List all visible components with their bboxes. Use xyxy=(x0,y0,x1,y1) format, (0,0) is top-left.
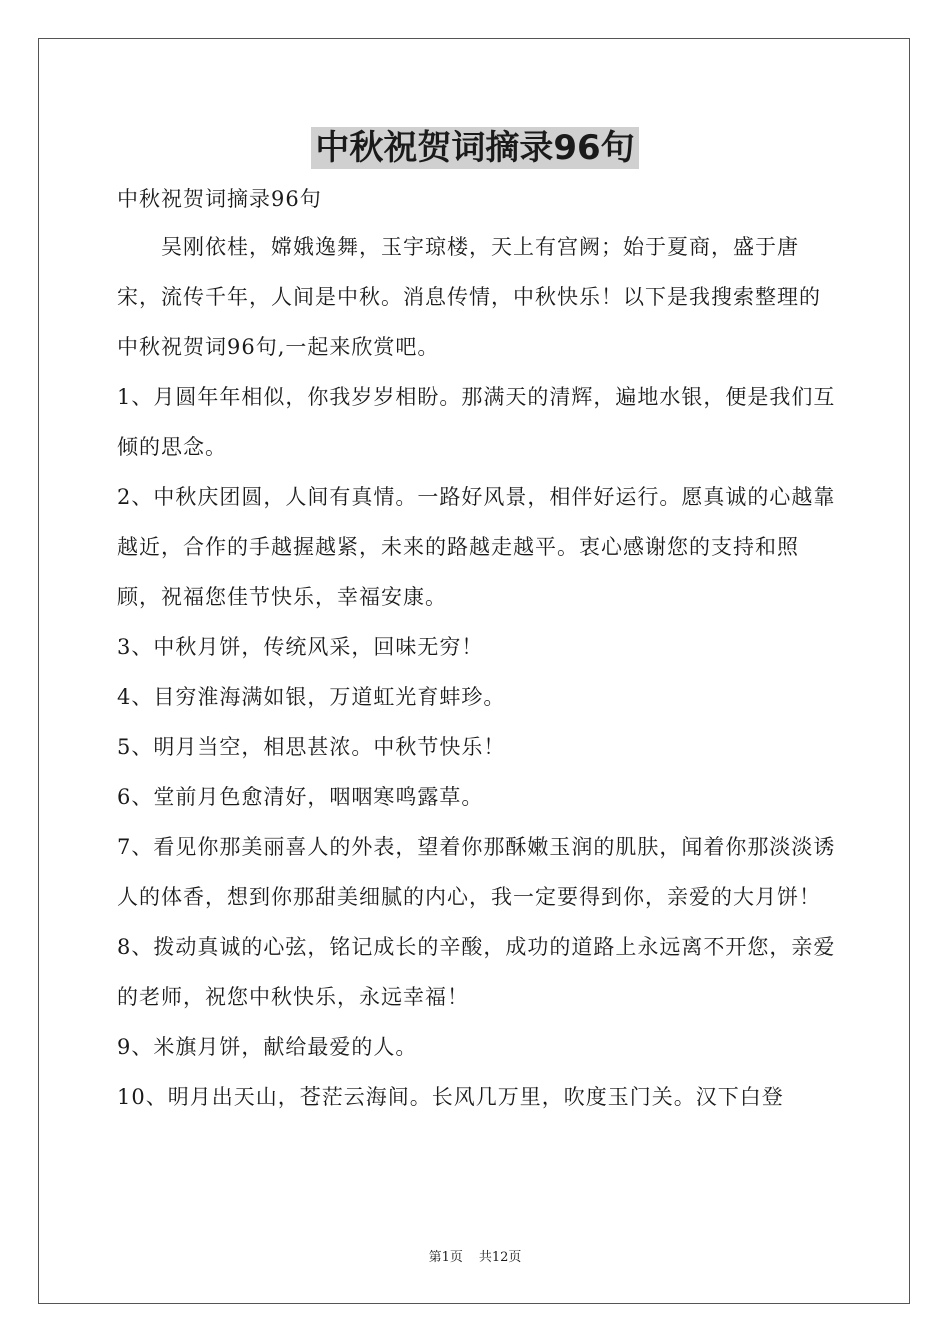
document-body xyxy=(117,176,839,1122)
list-item: 10、明月出天山，苍茫云海间。长风几万里，吹度玉门关。汉下白登 xyxy=(117,1085,784,1109)
list-item: 5、明月当空，相思甚浓。中秋节快乐！ xyxy=(117,735,506,759)
list-item: 3、中秋月饼，传统风采，回味无穷！ xyxy=(117,635,484,659)
page-number: 第1页 xyxy=(428,1250,463,1265)
list-item: 7、看见你那美丽喜人的外表，望着你那酥嫩玉润的肌肤，闻着你那淡淡诱人的体香，想到你那甜美细腻的内心，我一定要得到你，亲爱的大月饼！ xyxy=(117,835,836,909)
intro-paragraph: 吴刚依桂，嫦娥逸舞，玉宇琼楼，天上有宫阙；始于夏商，盛于唐宋，流传千年，人间是中秋。消息传情，中秋快乐！以下是我搜索整理的中秋祝贺词96句,一起来欣赏吧。 xyxy=(117,235,821,359)
list-item: 4、目穷淮海满如银，万道虹光育蚌珍。 xyxy=(117,685,506,709)
page-footer xyxy=(0,1246,950,1265)
list-item: 2、中秋庆团圆，人间有真情。一路好风景，相伴好运行。愿真诚的心越靠越近，合作的手越握越紧，未来的路越走越平。衷心感谢您的支持和照顾，祝福您佳节快乐，幸福安康。 xyxy=(117,485,836,609)
list-item: 9、米旗月饼，献给最爱的人。 xyxy=(117,1035,418,1059)
page-total: 共12页 xyxy=(478,1250,522,1265)
list-item: 6、堂前月色愈清好，咽咽寒鸣露草。 xyxy=(117,785,484,809)
document-title-text: 中秋祝贺词摘录96句 xyxy=(311,127,638,169)
list-item: 8、拨动真诚的心弦，铭记成长的辛酸，成功的道路上永远离不开您，亲爱的老师，祝您中秋快乐，永远幸福！ xyxy=(117,935,836,1009)
document-subtitle: 中秋祝贺词摘录96句 xyxy=(117,187,322,211)
document-title xyxy=(0,127,950,176)
list-item: 1、月圆年年相似，你我岁岁相盼。那满天的清辉，遍地水银，便是我们互倾的思念。 xyxy=(117,385,836,459)
